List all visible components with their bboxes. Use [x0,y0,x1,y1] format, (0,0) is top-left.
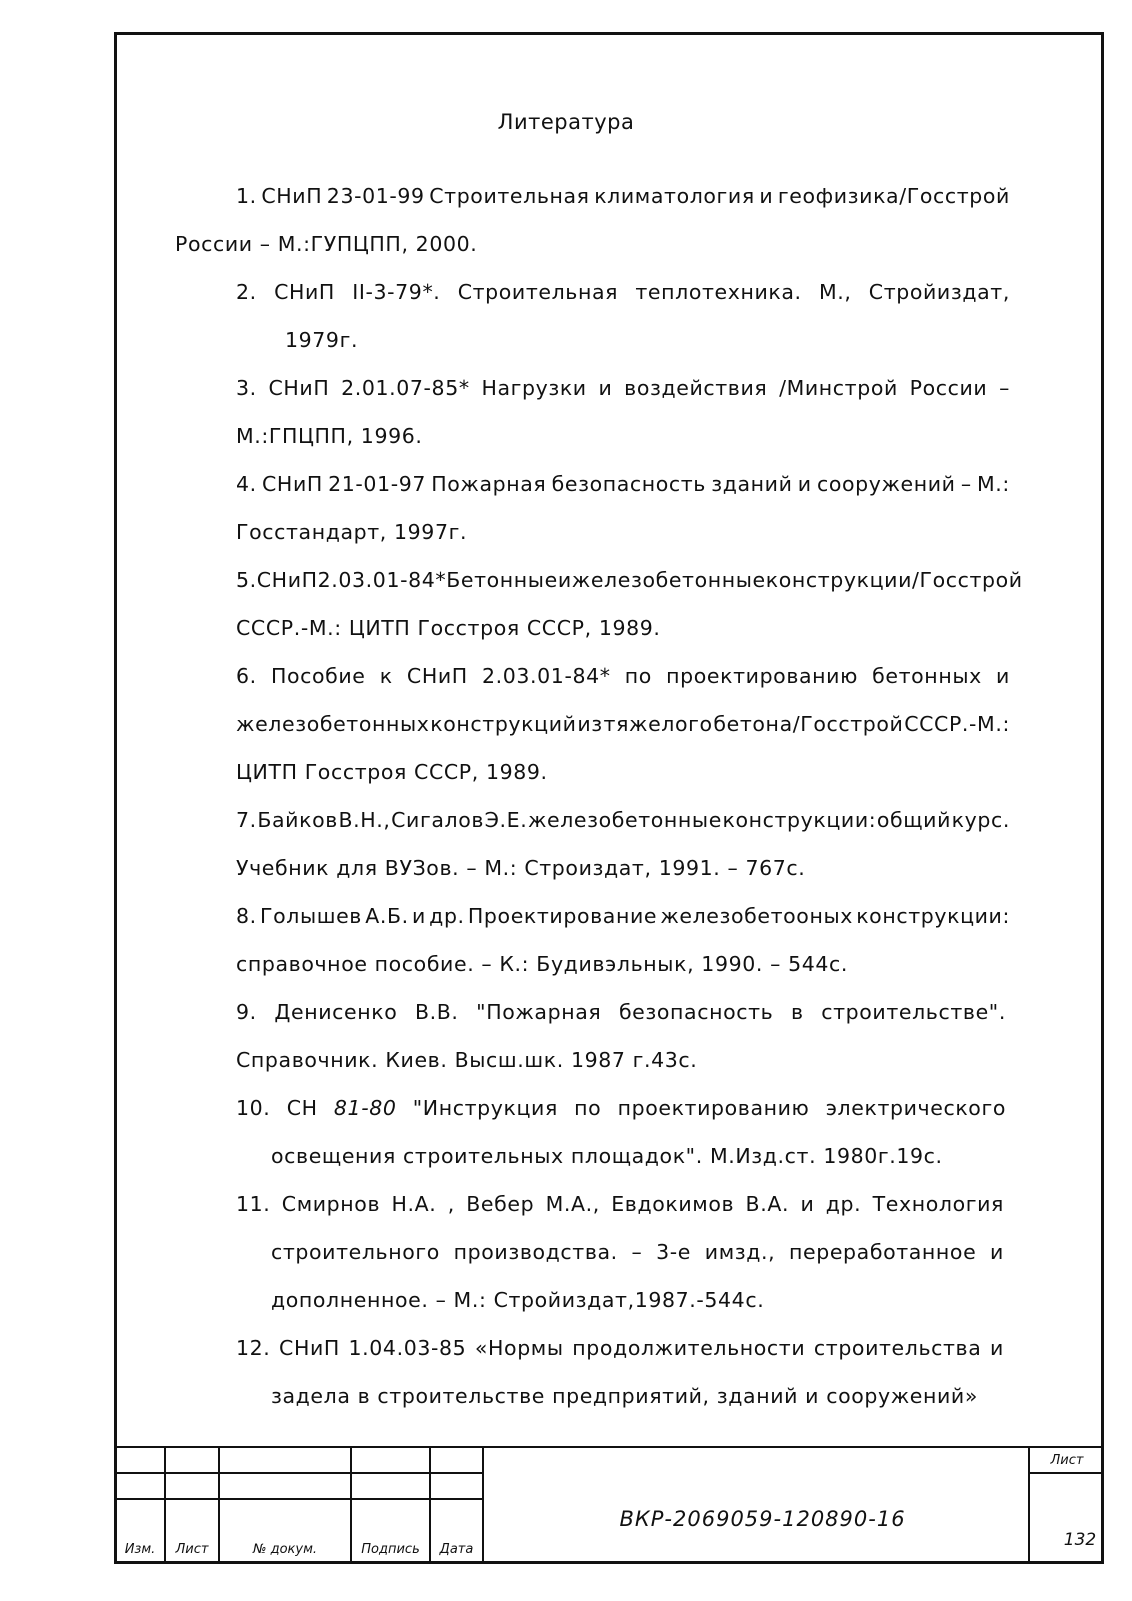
word: тяжелого [603,712,713,736]
word: А.Б. [365,904,409,928]
word: из [577,712,603,736]
word: Байков [257,808,338,832]
ref-6-line-3: ЦИТП Госстроя СССР, 1989. [236,760,548,784]
word: Стройиздат, [868,280,1010,304]
word: М.А., [545,1192,600,1216]
stamp-top-line [114,1446,1104,1448]
ref-11-line-3: дополненное. – М.: Стройиздат,1987.-544с. [271,1288,765,1312]
word: – [960,472,972,496]
ref-10-line-1 [236,1093,1006,1123]
word: Сигалов [391,808,485,832]
word: к [379,664,393,688]
word: Э.Е. [484,808,528,832]
ref-1-line-1 [236,181,1010,211]
word: 11. [236,1192,271,1216]
word: 12. [236,1336,271,1360]
word: электрического [825,1096,1006,1120]
ref-8-line-2: справочное пособие. – К.: Будивэльнык, 1990. – 544с. [236,952,848,976]
word: М.: [976,472,1010,496]
stamp-label-list: Лист [175,1542,209,1557]
word: Н.А. [391,1192,437,1216]
word: железобетооных [660,904,853,928]
ref-3-line-1 [236,373,1010,403]
word: и [800,1192,815,1216]
word: Пособие [270,664,366,688]
word: – [631,1240,643,1264]
word: России [909,376,988,400]
word: «Нормы [474,1336,564,1360]
stamp-label-date: Дата [439,1542,474,1557]
word: "Инструкция [412,1096,558,1120]
word: климатология [594,184,755,208]
document-code: ВКР-2069059-120890-16 [619,1507,906,1531]
word: железобетонные [571,568,766,592]
word: Строительная [457,280,619,304]
ref-4-line-1 [236,469,1010,499]
word: Голышев [260,904,362,928]
word: бетона/Госстрой [713,712,904,736]
word: СНиП [261,184,323,208]
word: имзд., [704,1240,776,1264]
word: и [557,568,572,592]
word: и [598,376,613,400]
word: и [412,904,426,928]
word: 5. [236,568,257,592]
ref-2-line-1 [236,277,1010,307]
stamp-label-sign: Подпись [361,1542,420,1557]
word: железобетонных [236,712,430,736]
stamp-sheet-divider [1029,1472,1104,1474]
word: Проектирование [467,904,658,928]
word: 81-80 [333,1096,397,1120]
word: продолжительности [572,1336,806,1360]
word: строительного [271,1240,440,1264]
word: конструкции/Госстрой [765,568,1023,592]
word: и [759,184,774,208]
stamp-col-line-5 [482,1446,484,1564]
word: Смирнов [281,1192,381,1216]
word: железобетонные [527,808,722,832]
word: конструкций [430,712,577,736]
ref-9-line-2: Справочник. Киев. Высш.шк. 1987 г.43с. [236,1048,698,1072]
ref-6-line-1 [236,661,1010,691]
word: по [574,1096,602,1120]
word: 2.01.07-85* [341,376,470,400]
word: 2.03.01-84* [482,664,611,688]
word: геофизика/Госстрой [777,184,1010,208]
ref-7-line-1 [236,805,1010,835]
word: в [790,1000,804,1024]
word: 8. [236,904,257,928]
word: др. [825,1192,862,1216]
word: проектированию [666,664,858,688]
ref-4-line-2: Госстандарт, 1997г. [236,520,468,544]
word: СНиП [406,664,468,688]
word: 3. [236,376,257,400]
stamp-row-line-1 [114,1472,483,1474]
word: бетонных [872,664,982,688]
word: В.А. [745,1192,790,1216]
word: Пожарная [431,472,547,496]
ref-3-line-2: М.:ГПЦПП, 1996. [236,424,423,448]
word: 10. [236,1096,271,1120]
word: СНиП [279,1336,340,1360]
word: СССР.-М.: [904,712,1010,736]
word: зданий [711,472,793,496]
ref-6-line-2 [236,709,1010,739]
word: 3-е [656,1240,692,1264]
word: 2.03.01-84* [317,568,447,592]
word: Нагрузки [481,376,587,400]
word: проектированию [617,1096,810,1120]
word: по [624,664,652,688]
ref-11-line-1 [236,1189,1004,1219]
word: конструкции: [722,808,877,832]
word: М., [818,280,852,304]
word: 1. [236,184,257,208]
stamp-label-izm: Изм. [124,1542,156,1557]
word: , [447,1192,455,1216]
word: 4. [236,472,257,496]
word: В.Н., [338,808,391,832]
ref-8-line-1 [236,901,1010,931]
word: В.В. [414,1000,459,1024]
word: воздействия [624,376,768,400]
word: 9. [236,1000,257,1024]
word: СН [286,1096,318,1120]
sheet-label: Лист [1050,1453,1084,1468]
word: общий [876,808,952,832]
ref-5-line-2: СССР.-М.: ЦИТП Госстроя СССР, 1989. [236,616,661,640]
stamp-label-doc: № докум. [252,1542,318,1557]
word: – [999,376,1010,400]
word: СНиП [268,376,330,400]
word: производства. [453,1240,618,1264]
word: безопасность [618,1000,774,1024]
word: Бетонные [446,568,558,592]
word: сооружений [816,472,956,496]
word: II-3-79*. [352,280,441,304]
word: 2. [236,280,257,304]
ref-12-line-2: задела в строительстве предприятий, зданий и сооружений» [271,1384,978,1408]
sheet-number: 132 [1063,1530,1097,1550]
word: и [990,1240,1004,1264]
word: СНиП [262,472,323,496]
word: 7. [236,808,257,832]
word: строительстве". [821,1000,1006,1024]
word: и [990,1336,1004,1360]
word: переработанное [789,1240,977,1264]
ref-11-line-2 [271,1237,1004,1267]
ref-7-line-2: Учебник для ВУЗов. – М.: Строиздат, 1991. – 767с. [236,856,806,880]
word: СНиП [256,568,318,592]
word: Вебер [466,1192,535,1216]
page-title: Литература [497,110,635,134]
word: 23-01-99 [326,184,425,208]
word: Евдокимов [611,1192,735,1216]
word: 21-01-97 [328,472,426,496]
word: Строительная [429,184,590,208]
ref-2-line-2: 1979г. [285,328,359,352]
word: Технология [872,1192,1004,1216]
word: др. [429,904,465,928]
word: "Пожарная [476,1000,602,1024]
word: Денисенко [274,1000,398,1024]
word: 1.04.03-85 [348,1336,467,1360]
ref-10-line-2: освещения строительных площадок". М.Изд.ст. 1980г.19с. [271,1144,943,1168]
ref-5-line-1 [236,565,1023,595]
word: конструкции: [856,904,1010,928]
word: СНиП [274,280,335,304]
ref-12-line-1 [236,1333,1004,1363]
word: безопасность [551,472,706,496]
word: /Минстрой [779,376,898,400]
ref-9-line-1 [236,997,1006,1027]
word: и [797,472,812,496]
ref-1-line-2: России – М.:ГУПЦПП, 2000. [175,232,478,256]
word: курс. [951,808,1010,832]
word: и [996,664,1010,688]
word: теплотехника. [635,280,802,304]
word: строительства [813,1336,982,1360]
stamp-row-line-2 [114,1498,483,1500]
word: 6. [236,664,257,688]
